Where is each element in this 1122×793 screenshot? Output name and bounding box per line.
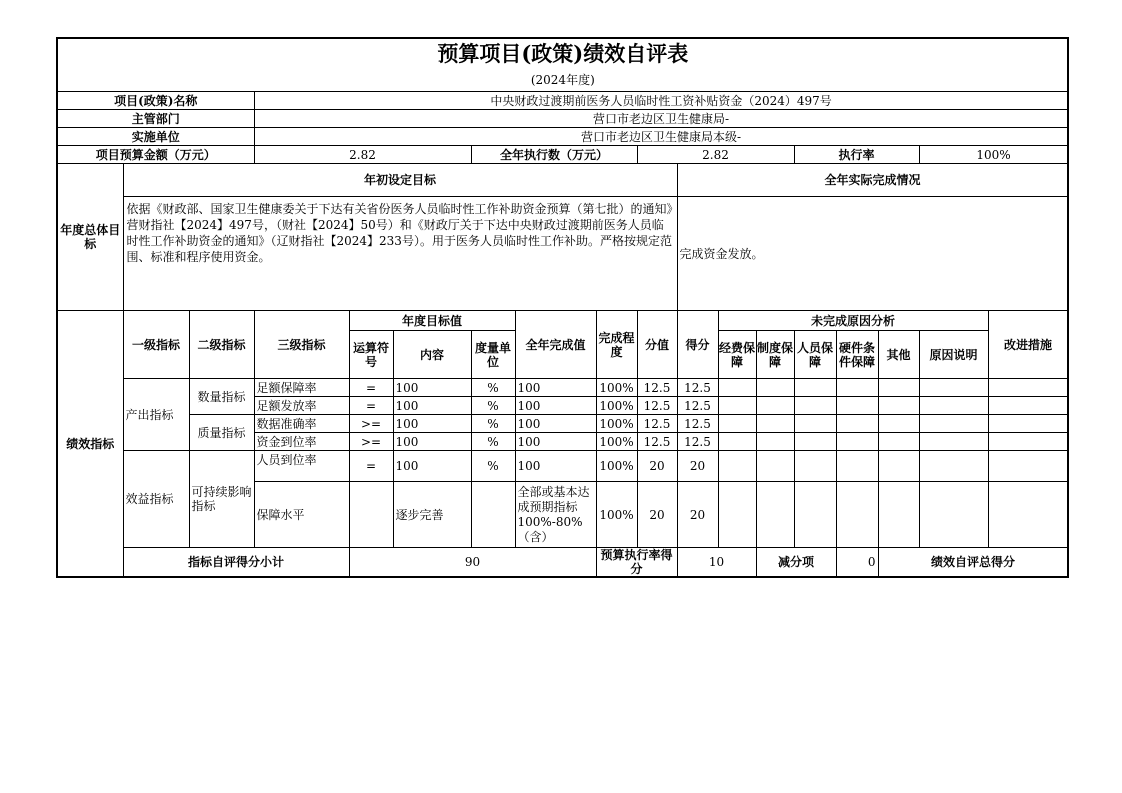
budget-amount-label: 项目预算金额（万元） — [57, 146, 254, 164]
funding-header: 经费保障 — [718, 331, 756, 379]
op-cell: >= — [349, 415, 393, 433]
content-header: 内容 — [393, 331, 471, 379]
actual-status-header: 全年实际完成情况 — [677, 164, 1068, 197]
unit-cell: % — [471, 451, 515, 482]
annual-completed-header: 全年完成值 — [515, 311, 596, 379]
degree-cell: 100% — [596, 397, 637, 415]
degree-cell: 100% — [596, 482, 637, 548]
improvement-header: 改进措施 — [988, 311, 1068, 379]
l3-cell: 数据准确率 — [254, 415, 349, 433]
score-cell: 12.5 — [677, 379, 718, 397]
evaluation-table — [56, 37, 1069, 578]
done-cell: 100 — [515, 433, 596, 451]
other-header: 其他 — [878, 331, 919, 379]
initial-goal-header: 年初设定目标 — [123, 164, 677, 197]
quantity-group: 数量指标 — [189, 379, 254, 415]
done-cell: 100 — [515, 415, 596, 433]
content-cell: 100 — [393, 415, 471, 433]
score-value-header: 分值 — [637, 311, 677, 379]
total-score-label: 绩效自评总得分 — [878, 548, 1068, 578]
l3-cell: 足额发放率 — [254, 397, 349, 415]
exec-rate-label: 执行率 — [794, 146, 919, 164]
score-cell: 12.5 — [677, 433, 718, 451]
deduction-label: 减分项 — [756, 548, 836, 578]
impl-label: 实施单位 — [57, 128, 254, 146]
op-cell: = — [349, 379, 393, 397]
degree-cell: 100% — [596, 451, 637, 482]
annual-exec-label: 全年执行数（万元） — [471, 146, 637, 164]
budget-exec-score-label: 预算执行率得分 — [596, 548, 677, 578]
table-row — [57, 451, 1068, 482]
table-row — [57, 379, 1068, 397]
unit-cell: % — [471, 397, 515, 415]
system-header: 制度保障 — [756, 331, 794, 379]
op-cell: = — [349, 397, 393, 415]
annual-target-header: 年度目标值 — [349, 311, 515, 331]
dept-value: 营口市老边区卫生健康局- — [254, 110, 1068, 128]
content-cell: 100 — [393, 433, 471, 451]
done-cell: 100 — [515, 379, 596, 397]
level1-header: 一级指标 — [123, 311, 189, 379]
content-cell: 100 — [393, 451, 471, 482]
personnel-header: 人员保障 — [794, 331, 836, 379]
hardware-header: 硬件条件保障 — [836, 331, 878, 379]
value-cell: 12.5 — [637, 415, 677, 433]
op-cell: >= — [349, 433, 393, 451]
content-cell: 100 — [393, 379, 471, 397]
unit-cell — [471, 482, 515, 548]
degree-cell: 100% — [596, 433, 637, 451]
unit-cell: % — [471, 379, 515, 397]
reason-desc-header: 原因说明 — [919, 331, 988, 379]
value-cell: 12.5 — [637, 397, 677, 415]
score-cell: 12.5 — [677, 415, 718, 433]
benefit-group: 效益指标 — [123, 451, 189, 548]
operator-header: 运算符号 — [349, 331, 393, 379]
completion-degree-header: 完成程度 — [596, 311, 637, 379]
value-cell: 20 — [637, 451, 677, 482]
annual-goal-label: 年度总体目标 — [57, 164, 123, 311]
project-name-value: 中央财政过渡期前医务人员临时性工资补贴资金（2024）497号 — [254, 92, 1068, 110]
subtotal-value: 90 — [349, 548, 596, 578]
score-header: 得分 — [677, 311, 718, 379]
done-cell: 全部或基本达成预期指标100%-80%（含） — [515, 482, 596, 548]
budget-exec-score-value: 10 — [677, 548, 756, 578]
report-year: (2024年度) — [57, 69, 1068, 92]
project-name-label: 项目(政策)名称 — [57, 92, 254, 110]
degree-cell: 100% — [596, 379, 637, 397]
degree-cell: 100% — [596, 415, 637, 433]
perf-indicators-label: 绩效指标 — [57, 311, 123, 578]
unit-cell: % — [471, 433, 515, 451]
value-cell: 12.5 — [637, 379, 677, 397]
score-cell: 12.5 — [677, 397, 718, 415]
unit-header: 度量单位 — [471, 331, 515, 379]
score-cell: 20 — [677, 482, 718, 548]
value-cell: 12.5 — [637, 433, 677, 451]
level3-header: 三级指标 — [254, 311, 349, 379]
output-group: 产出指标 — [123, 379, 189, 451]
initial-goal-text: 依据《财政部、国家卫生健康委关于下达有关省份医务人员临时性工作补助资金预算（第七批）的通知》营财指社【2024】497号，（财社【2024】50号）和《财政厅关于下达中央财政过渡期前医务人员临时性工作补助资金的通知》（辽财指社【2024】233号）。用于医务人员临时性工作补助。严格按规定范围、标准和程序使用资金。 — [123, 197, 677, 311]
subtotal-label: 指标自评得分小计 — [123, 548, 349, 578]
done-cell: 100 — [515, 451, 596, 482]
unit-cell: % — [471, 415, 515, 433]
annual-exec-value: 2.82 — [637, 146, 794, 164]
score-cell: 20 — [677, 451, 718, 482]
deduction-value: 0 — [836, 548, 878, 578]
budget-amount-value: 2.82 — [254, 146, 471, 164]
exec-rate-value: 100% — [919, 146, 1068, 164]
l3-cell: 资金到位率 — [254, 433, 349, 451]
quality-group: 质量指标 — [189, 415, 254, 451]
page-title: 预算项目(政策)绩效自评表 — [57, 38, 1068, 69]
performance-form — [56, 37, 1067, 578]
l3-cell: 人员到位率 — [254, 451, 349, 482]
done-cell: 100 — [515, 397, 596, 415]
actual-status-text: 完成资金发放。 — [677, 197, 1068, 311]
content-cell: 100 — [393, 397, 471, 415]
reason-analysis-header: 未完成原因分析 — [718, 311, 988, 331]
l3-cell: 足额保障率 — [254, 379, 349, 397]
sustain-group: 可持续影响指标 — [189, 451, 254, 548]
dept-label: 主管部门 — [57, 110, 254, 128]
op-cell: = — [349, 451, 393, 482]
content-cell: 逐步完善 — [393, 482, 471, 548]
l3-cell: 保障水平 — [254, 482, 349, 548]
value-cell: 20 — [637, 482, 677, 548]
impl-value: 营口市老边区卫生健康局本级- — [254, 128, 1068, 146]
op-cell — [349, 482, 393, 548]
level2-header: 二级指标 — [189, 311, 254, 379]
table-row — [57, 415, 1068, 433]
